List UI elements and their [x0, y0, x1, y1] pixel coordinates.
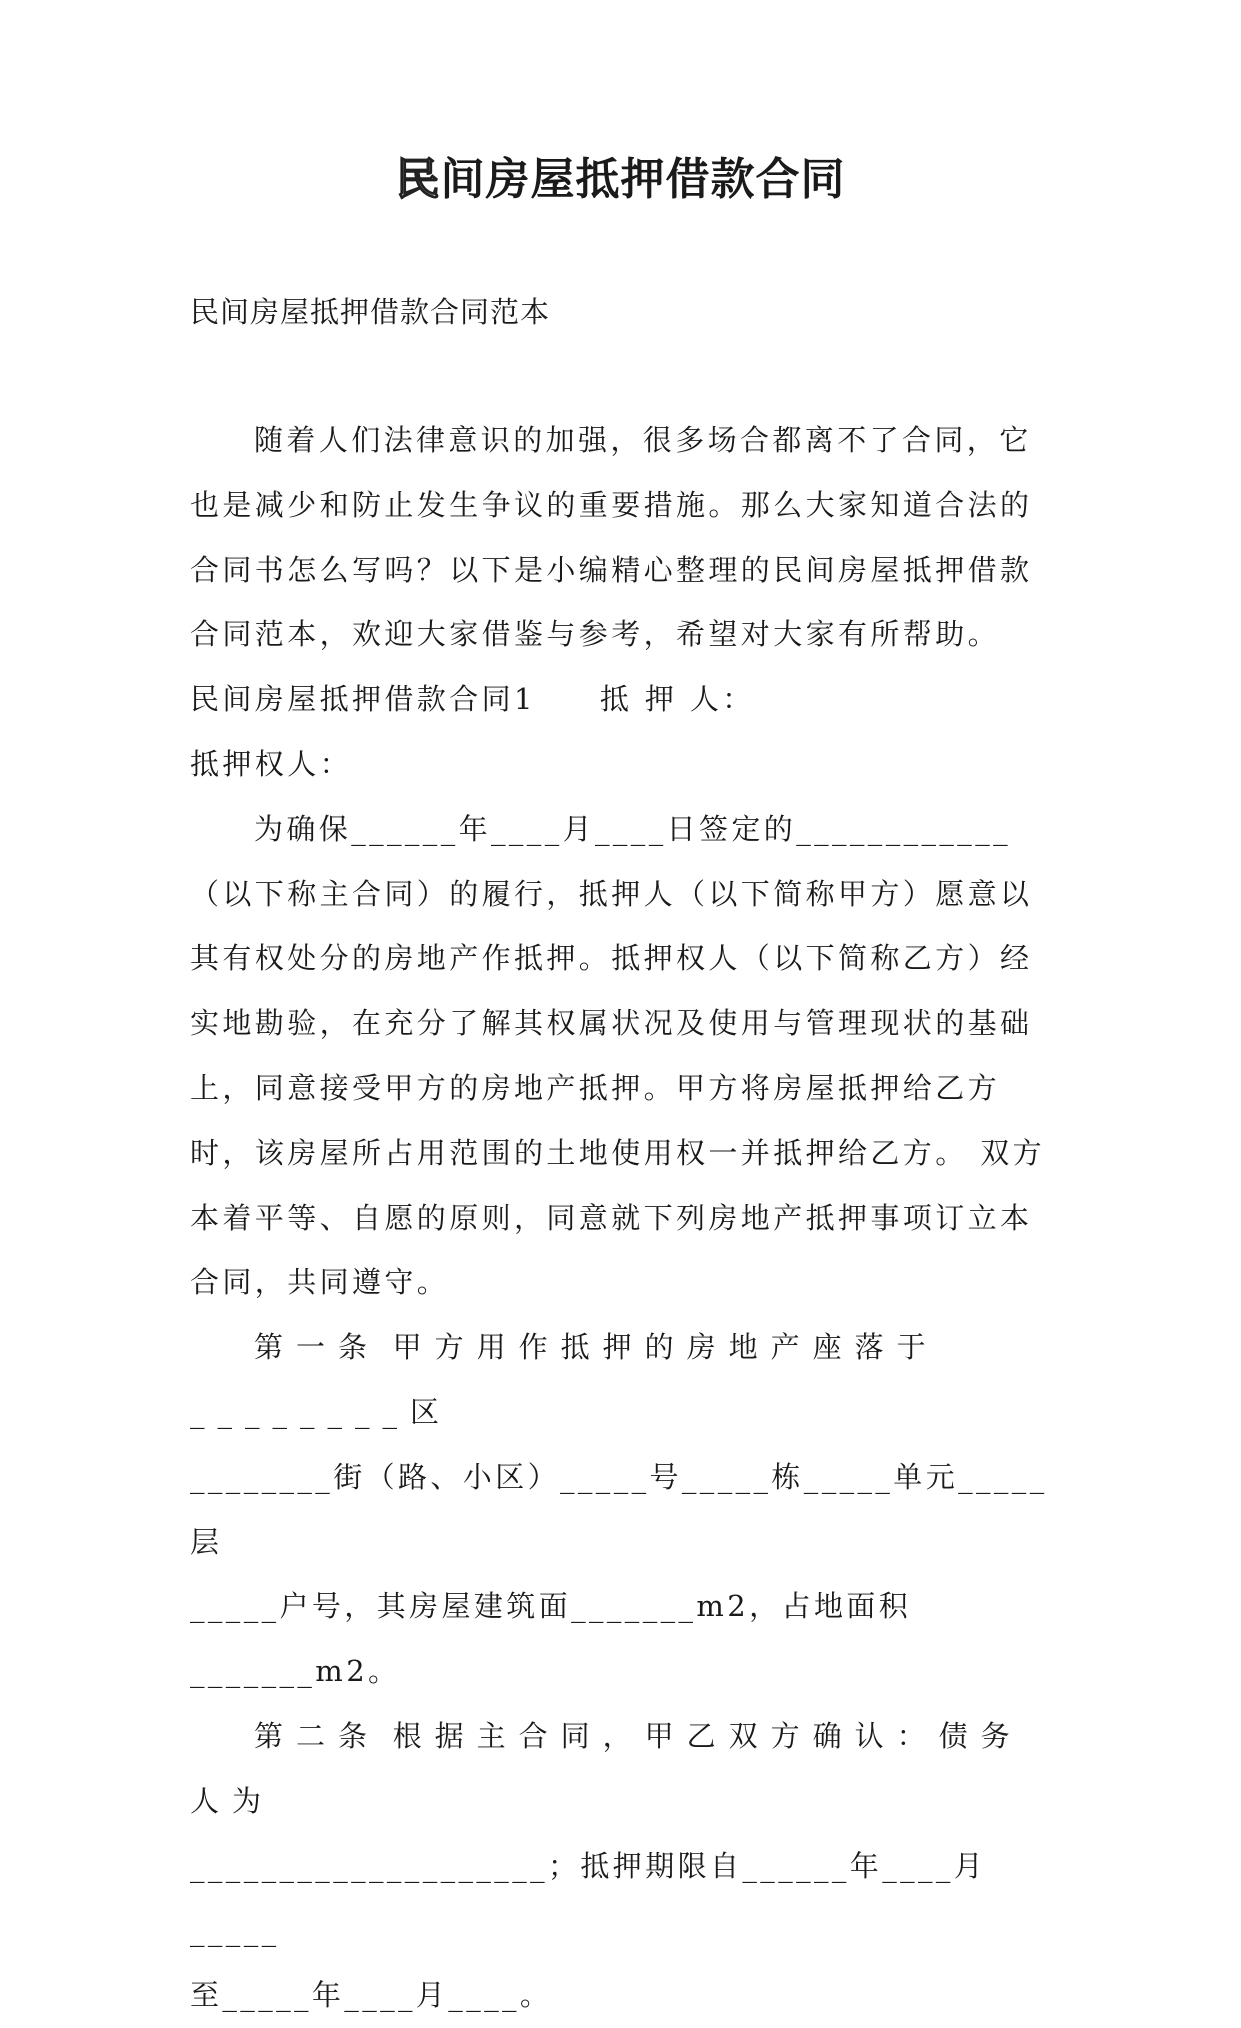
article-1-line-3: _____户号，其房屋建筑面_______m2，占地面积_______m2。 [190, 1589, 912, 1689]
document-title [0, 150, 1241, 210]
article-2-line-3: 至_____年____月____。 [190, 1978, 553, 2013]
document-subtitle: 民间房屋抵押借款合同范本 [190, 295, 551, 329]
article-1-line-2: ________街（路、小区）_____号_____栋_____单元_____层 [190, 1459, 1048, 1559]
article-2-line-2: ____________________；抵押期限自______年____月_____ [190, 1848, 987, 1948]
intro-paragraph: 随着人们法律意识的加强，很多场合都离不了合同，它也是减少和防止发生争议的重要措施。那么大家知道合法的合同书怎么写吗？以下是小编精心整理的民间房屋抵押借款合同范本，欢迎大家借鉴与参考，希望对大家有所帮助。 [190, 423, 1033, 652]
preamble-paragraph: 为确保______年____月____日签定的____________（以下称主合同）的履行，抵押人（以下简称甲方）愿意以其有权处分的房地产作抵押。抵押权人（以下简称乙方）经实地勘验，在充分了解其权属状况及使用与管理现状的基础上，同意接受甲方的房地产抵押。甲方将房屋抵押给乙方时，该房屋所占用范围的土地使用权一并抵押给乙方。 双方本着平等、自愿的原则，同意就下列房地产抵押事项订立本合同，共同遵守。 [190, 811, 1046, 1300]
title-rest: 间房屋抵押借款合同 [440, 154, 846, 205]
contract-heading: 民间房屋抵押借款合同1 [190, 682, 536, 717]
article-1-heading: 第一条 [254, 1330, 381, 1365]
contract-heading-line [190, 667, 1052, 732]
document-body [190, 408, 1052, 2028]
title-first-char: 民 [395, 154, 441, 205]
article-2-text-1: 根据主合同，甲乙双方确认：债务人为 [190, 1718, 1023, 1818]
article-1-text-1: 甲方用作抵押的房地产座落于________区 [190, 1330, 939, 1429]
article-2-heading: 第二条 [254, 1718, 381, 1753]
mortgagor-label: 抵 押 人： [599, 682, 755, 717]
article-2-line-1 [190, 1704, 1052, 1834]
mortgagee-label: 抵押权人： [190, 746, 353, 781]
article-1-line-1 [190, 1315, 1052, 1445]
